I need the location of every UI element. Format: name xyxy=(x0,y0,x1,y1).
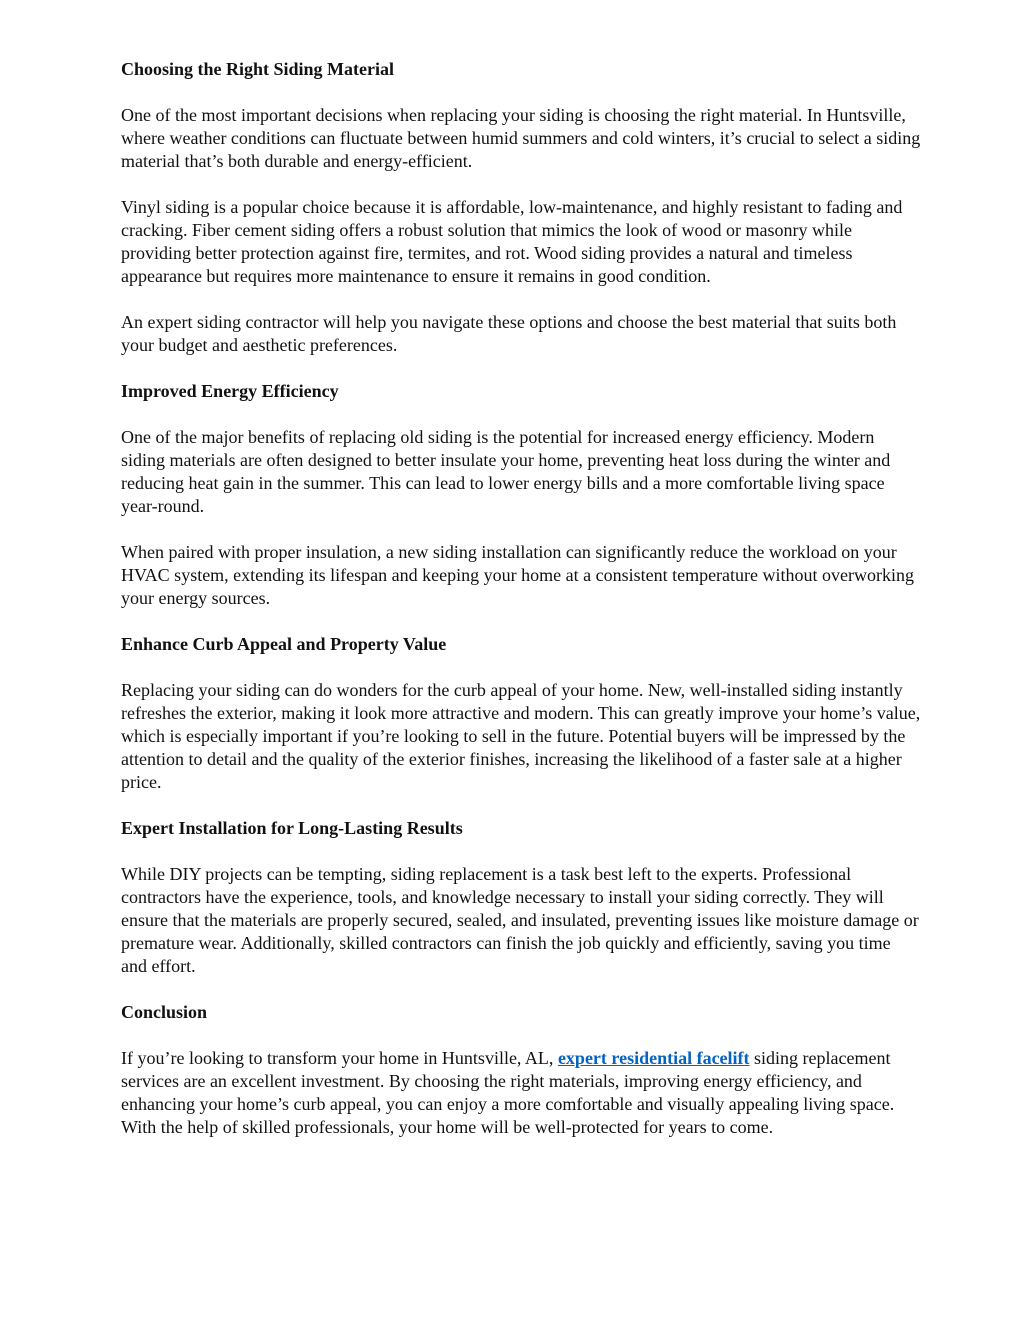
expert-residential-facelift-link[interactable]: expert residential facelift xyxy=(557,1048,750,1068)
section-heading-expert-installation: Expert Installation for Long-Lasting Results xyxy=(121,818,463,838)
paragraph: When paired with proper insulation, a new siding installation can significantly reduce the workload on your HVAC system, extending its lifespan and keeping your home at a consistent temperature without overworking your energy sources. xyxy=(121,542,915,608)
section-heading-siding-material: Choosing the Right Siding Material xyxy=(121,59,395,79)
conclusion-text-after-link: siding replacement services are an excellent investment. By choosing the right materials, improving energy efficiency, and enhancing your home’s curb appeal, you can enjoy a more comfortable and visually appealing living space. With the help of skilled professionals, your home will be well-protected for years to come. xyxy=(121,1048,895,1137)
section-heading-conclusion: Conclusion xyxy=(121,1002,208,1022)
document-page xyxy=(121,58,921,1162)
paragraph: An expert siding contractor will help you navigate these options and choose the best material that suits both your budget and aesthetic preferences. xyxy=(121,312,897,355)
section-heading-energy-efficiency: Improved Energy Efficiency xyxy=(121,381,339,401)
paragraph: One of the major benefits of replacing old siding is the potential for increased energy efficiency. Modern siding materials are often designed to better insulate your home, preventing heat loss during the winter and reducing heat gain in the summer. This can lead to lower energy bills and a more comfortable living space year-round. xyxy=(121,427,891,516)
paragraph: Vinyl siding is a popular choice because it is affordable, low-maintenance, and highly resistant to fading and cracking. Fiber cement siding offers a robust solution that mimics the look of wood or masonry while providing better protection against fire, termites, and rot. Wood siding provides a natural and timeless appearance but requires more maintenance to ensure it remains in good condition. xyxy=(121,197,903,286)
conclusion-text-before-link: If you’re looking to transform your home in Huntsville, AL, xyxy=(121,1048,558,1068)
paragraph: While DIY projects can be tempting, siding replacement is a task best left to the experts. Professional contractors have the experience, tools, and knowledge necessary to install your siding correctly. They will ensure that the materials are properly secured, sealed, and insulated, preventing issues like moisture damage or premature wear. Additionally, skilled contractors can finish the job quickly and efficiently, saving you time and effort. xyxy=(121,864,919,976)
section-heading-curb-appeal: Enhance Curb Appeal and Property Value xyxy=(121,634,447,654)
conclusion-paragraph xyxy=(121,1047,921,1139)
paragraph: Replacing your siding can do wonders for the curb appeal of your home. New, well-installed siding instantly refreshes the exterior, making it look more attractive and modern. This can greatly improve your home’s value, which is especially important if you’re looking to sell in the future. Potential buyers will be impressed by the attention to detail and the quality of the exterior finishes, increasing the likelihood of a faster sale at a higher price. xyxy=(121,680,921,792)
paragraph: One of the most important decisions when replacing your siding is choosing the right material. In Huntsville, where weather conditions can fluctuate between humid summers and cold winters, it’s crucial to select a siding material that’s both durable and energy-efficient. xyxy=(121,105,921,171)
